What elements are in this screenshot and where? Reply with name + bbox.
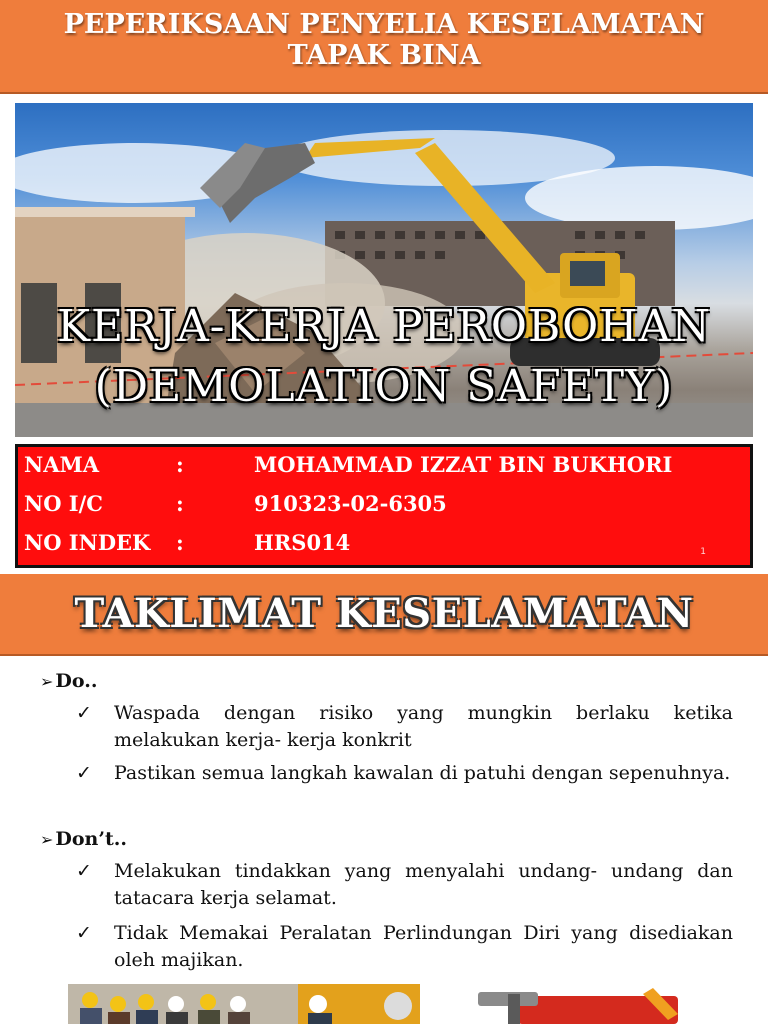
- list-item: [76, 858, 733, 912]
- list-item: [76, 920, 733, 974]
- slide-1-title-line-2: TAPAK BINA: [287, 40, 481, 71]
- info-value: HRS014: [254, 530, 351, 555]
- checkmark-icon: ✓: [76, 860, 92, 882]
- workers-photo: [68, 984, 420, 1024]
- workers-with-helmets-illustration: [68, 984, 420, 1024]
- list-item: [76, 700, 733, 754]
- student-info-box: [15, 444, 753, 568]
- page-number: 1: [700, 547, 706, 557]
- slide-1-title-line-1: PEPERIKSAAN PENYELIA KESELAMATAN: [63, 9, 705, 40]
- info-colon: :: [176, 452, 184, 477]
- demolition-photo: [15, 103, 753, 437]
- do-heading-label: Do..: [55, 670, 98, 692]
- info-label: NO INDEK: [24, 530, 151, 555]
- info-value: MOHAMMAD IZZAT BIN BUKHORI: [254, 452, 673, 477]
- info-row-index: [18, 530, 748, 560]
- checkmark-icon: ✓: [76, 922, 92, 944]
- tools-illustration: [448, 984, 708, 1024]
- dont-heading: [40, 828, 127, 850]
- slide-2-title: TAKLIMAT KESELAMATAN: [0, 574, 768, 656]
- photo-caption-line-1: KERJA-KERJA PEROBOHAN: [57, 301, 711, 352]
- list-item-text: Pastikan semua langkah kawalan di patuhi dengan sepenuhnya.: [114, 762, 731, 784]
- info-colon: :: [176, 491, 184, 516]
- info-label: NO I/C: [24, 491, 104, 516]
- info-colon: :: [176, 530, 184, 555]
- info-row-ic: [18, 491, 748, 521]
- slide-1-title-bar: [0, 0, 768, 94]
- info-value: 910323-02-6305: [254, 491, 447, 516]
- list-item-text: Tidak Memakai Peralatan Perlindungan Diri yang disediakan oleh majikan.: [114, 922, 733, 971]
- checkmark-icon: ✓: [76, 702, 92, 724]
- list-item-text: Waspada dengan risiko yang mungkin berlaku ketika melakukan kerja- kerja konkrit: [114, 702, 733, 751]
- arrow-bullet-icon: ➢: [40, 830, 54, 849]
- list-item-text: Melakukan tindakkan yang menyalahi undang- undang dan tatacara kerja selamat.: [114, 860, 733, 909]
- checkmark-icon: ✓: [76, 762, 92, 784]
- do-heading: [40, 670, 97, 692]
- dont-heading-label: Don’t..: [55, 828, 127, 850]
- hammer-toolbox-icon: [448, 984, 708, 1024]
- arrow-bullet-icon: ➢: [40, 672, 54, 691]
- list-item: [76, 760, 733, 787]
- info-row-name: [18, 452, 748, 482]
- photo-caption-line-2: (DEMOLATION SAFETY): [94, 361, 674, 412]
- slide-2: [0, 574, 768, 1024]
- info-label: NAMA: [24, 452, 100, 477]
